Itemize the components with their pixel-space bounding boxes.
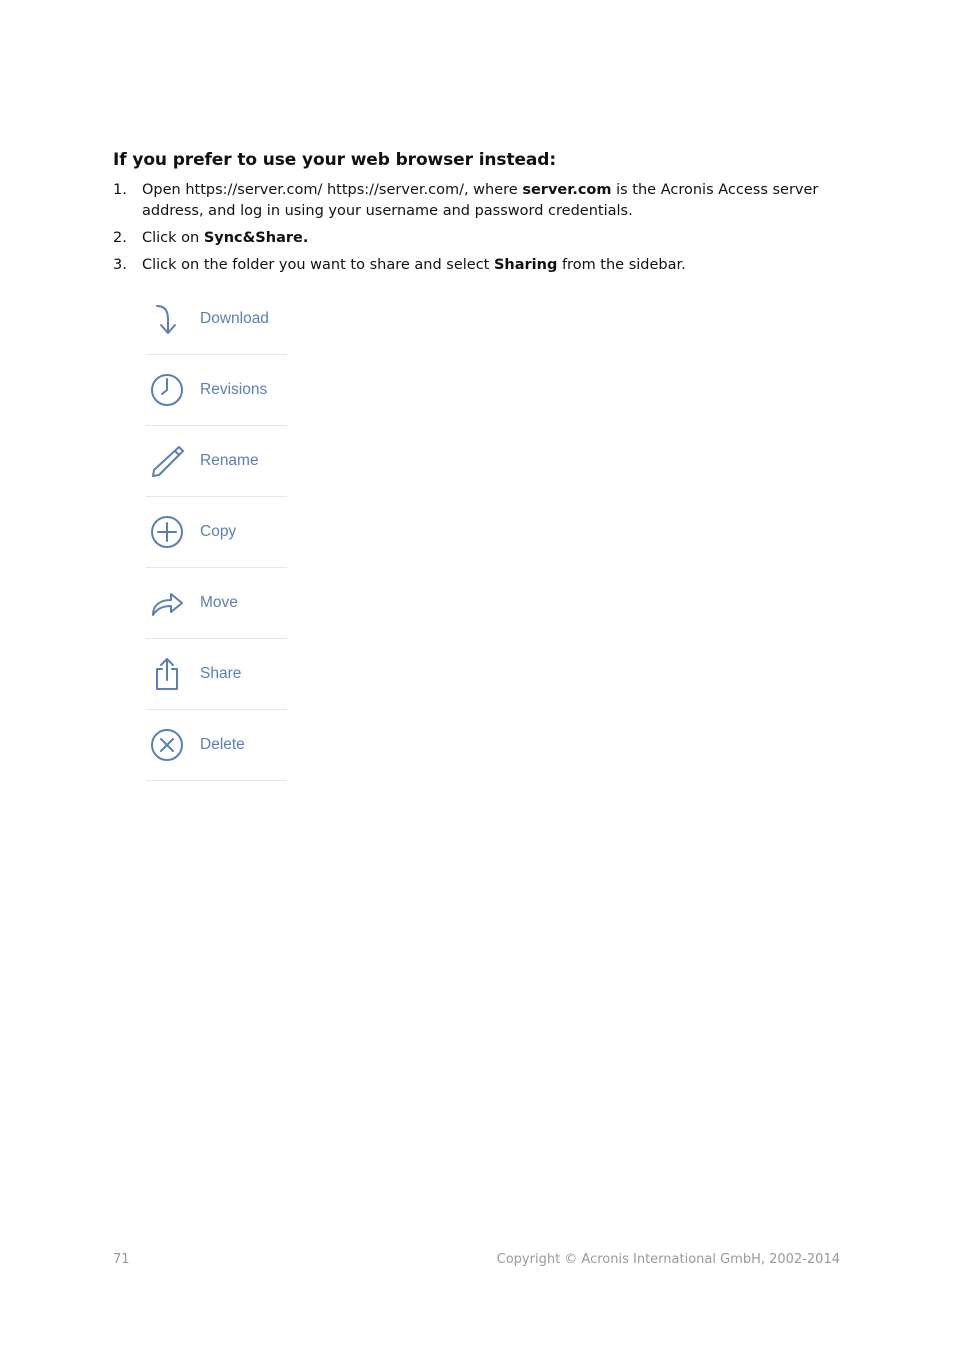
download-action[interactable] bbox=[146, 284, 287, 355]
revisions-label: Revisions bbox=[200, 381, 268, 398]
step-bold-text: Sync&Share. bbox=[203, 230, 309, 246]
copyright-notice: Copyright © Acronis International GmbH, 2002-2014 bbox=[496, 1252, 840, 1267]
step-number: 2. bbox=[113, 230, 127, 246]
list-item bbox=[113, 180, 853, 222]
revisions-action[interactable] bbox=[146, 355, 287, 426]
step-text: from the sidebar. bbox=[557, 257, 686, 273]
x-circle-icon bbox=[147, 725, 187, 765]
step-number: 1. bbox=[113, 182, 127, 198]
step-number: 3. bbox=[113, 257, 127, 273]
download-icon bbox=[147, 299, 187, 339]
delete-label: Delete bbox=[200, 736, 245, 753]
page-number: 71 bbox=[113, 1252, 130, 1267]
share-action[interactable] bbox=[146, 639, 287, 710]
forward-arrow-icon bbox=[147, 583, 187, 623]
clock-icon bbox=[147, 370, 187, 410]
step-text: Open https://server.com/ https://server.com/, where bbox=[142, 182, 523, 198]
step-text: Click on bbox=[142, 230, 204, 246]
file-actions-sidebar bbox=[146, 284, 287, 781]
list-item bbox=[113, 255, 853, 276]
step-bold-text: server.com bbox=[522, 182, 612, 198]
delete-action[interactable] bbox=[146, 710, 287, 781]
move-label: Move bbox=[200, 594, 238, 611]
move-action[interactable] bbox=[146, 568, 287, 639]
plus-circle-icon bbox=[147, 512, 187, 552]
pencil-icon bbox=[147, 441, 187, 481]
step-bold-text: Sharing bbox=[493, 257, 558, 273]
step-text: is the Acronis Access server address, and log in using your username and password credentials. bbox=[142, 182, 819, 219]
list-item bbox=[113, 228, 853, 249]
rename-action[interactable] bbox=[146, 426, 287, 497]
copy-action[interactable] bbox=[146, 497, 287, 568]
share-label: Share bbox=[200, 665, 242, 682]
download-label: Download bbox=[200, 310, 269, 327]
step-text: Click on the folder you want to share and select bbox=[142, 257, 494, 273]
copy-label: Copy bbox=[200, 523, 237, 540]
rename-label: Rename bbox=[200, 452, 259, 469]
instruction-list bbox=[113, 180, 853, 282]
section-heading: If you prefer to use your web browser instead: bbox=[113, 150, 557, 170]
share-icon bbox=[147, 654, 187, 694]
